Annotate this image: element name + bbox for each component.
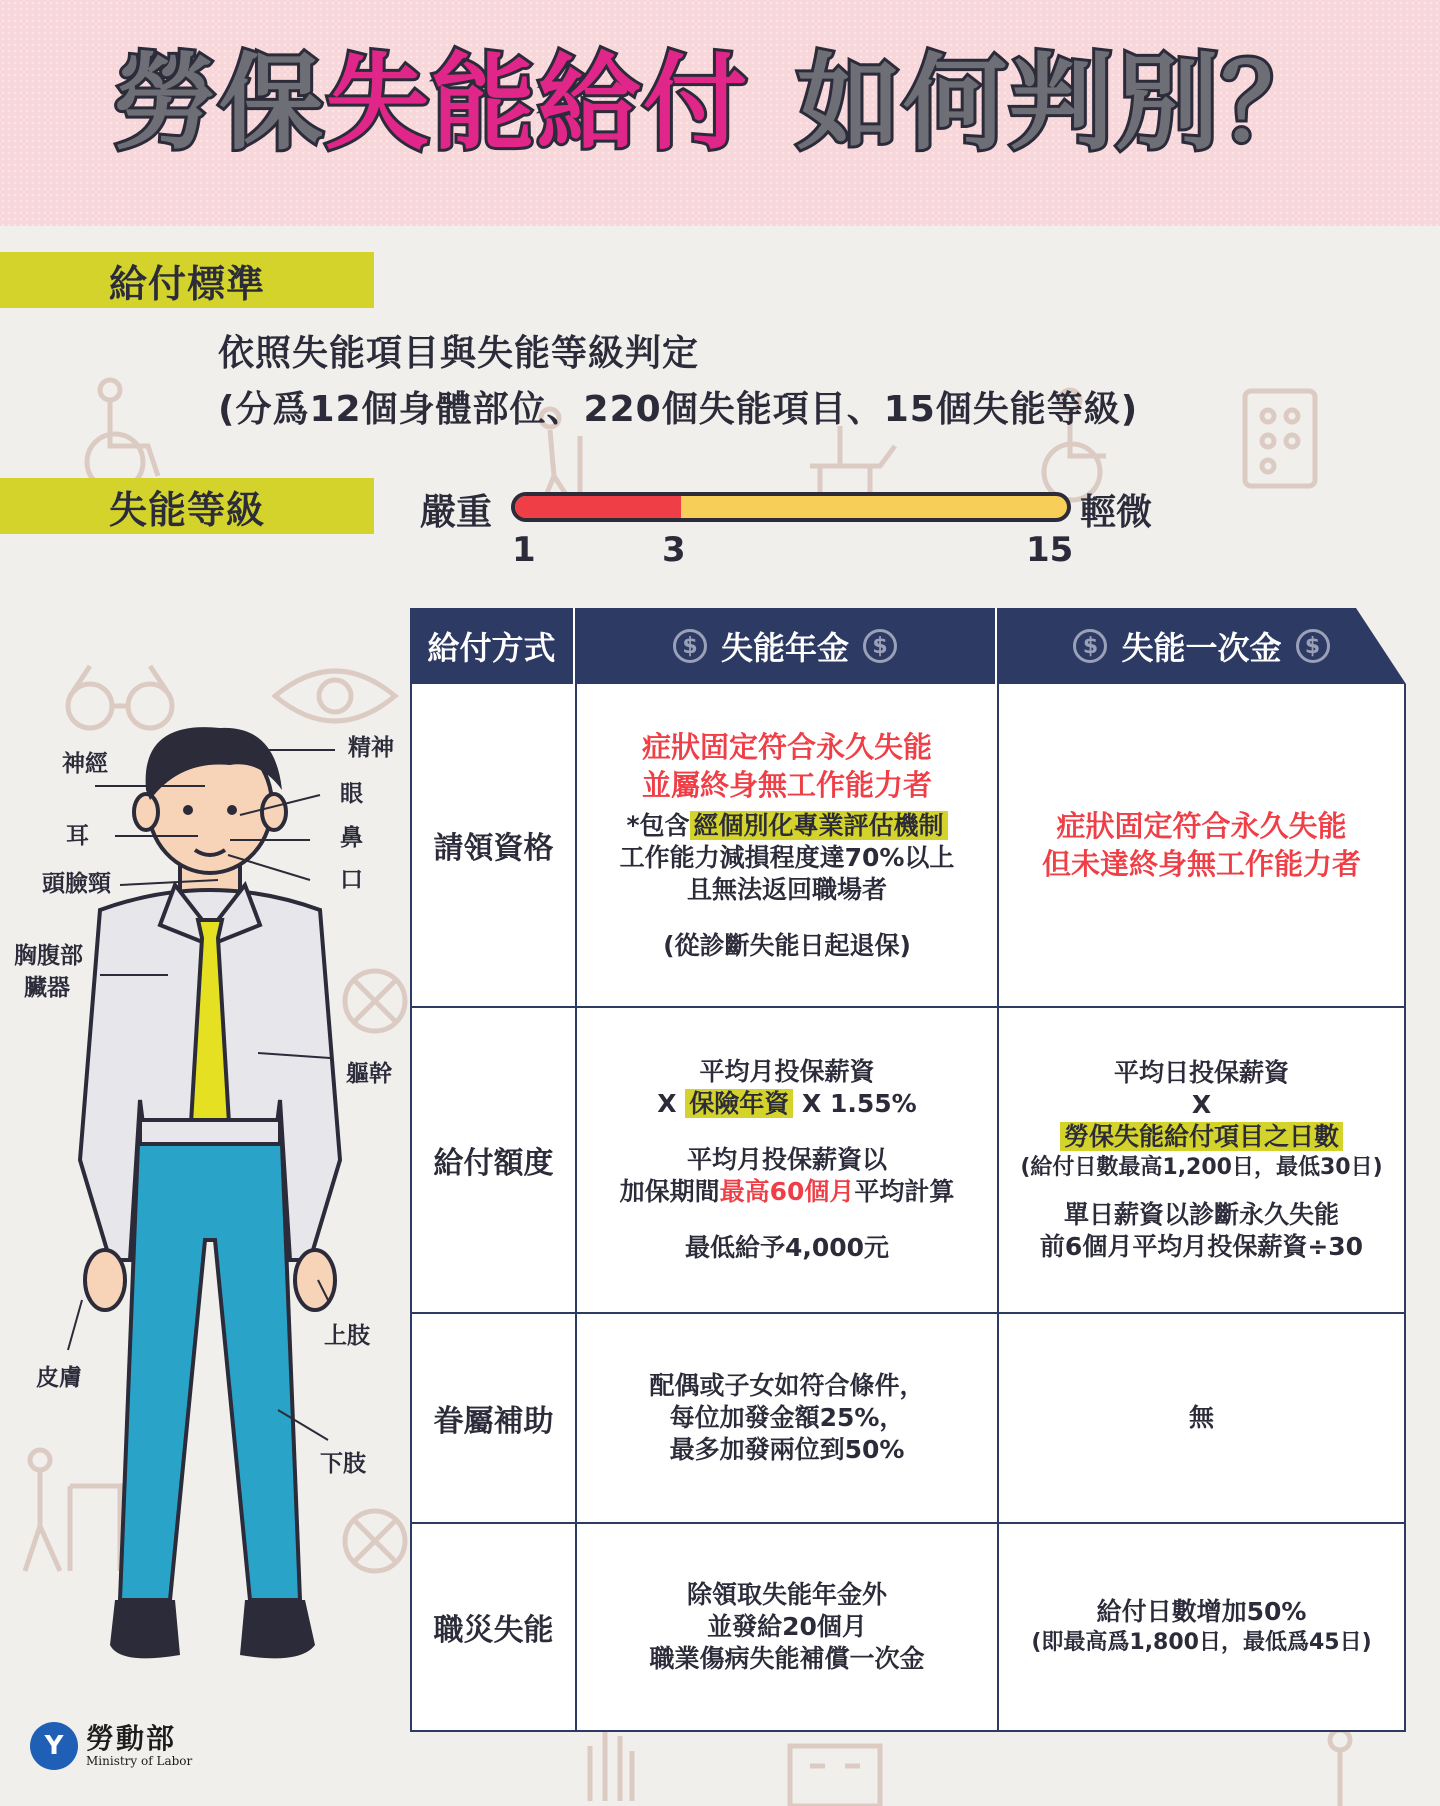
cell-eligibility-lump <box>999 684 1404 1006</box>
header-corner-cut <box>1356 608 1406 684</box>
standard-line2: (分爲12個身體部位、220個失能項目、15個失能等級) <box>218 389 1139 430</box>
amount-lump-note: (給付日數最高1,200日，最低30日) <box>1020 1155 1383 1180</box>
line4-prefix: 加保期間 <box>619 1177 720 1206</box>
page-title <box>0 38 1440 168</box>
braille-icon <box>1240 386 1330 496</box>
coin-icon: $ <box>673 629 707 663</box>
coin-icon: $ <box>1296 629 1330 663</box>
label-head-face-neck: 頭臉頸 <box>42 871 111 897</box>
title-part1: 勞保 <box>112 42 325 164</box>
label-nose: 鼻 <box>340 825 363 851</box>
occupational-line1: 除領取失能年金外 <box>686 1580 887 1609</box>
cell-dependents-lump <box>999 1314 1404 1522</box>
label-nerve: 神經 <box>62 751 108 777</box>
amount-annuity-line4 <box>620 1176 955 1208</box>
times-sign: X <box>657 1089 677 1118</box>
note-highlight: 經個別化專業評估機制 <box>690 811 948 840</box>
label-chest-abdomen: 胸腹部 <box>14 943 83 969</box>
level-tick-1: 1 <box>512 530 536 570</box>
eligibility-lump-red1: 症狀固定符合永久失能 <box>1056 809 1347 843</box>
logo-zh: 勞動部 <box>86 1722 177 1755</box>
amount-lump-line4: 單日薪資以診斷永久失能 <box>1063 1200 1339 1229</box>
eligibility-annuity-note1 <box>626 810 947 842</box>
label-skin: 皮膚 <box>36 1365 82 1391</box>
label-mouth: 口 <box>340 867 363 893</box>
amount-annuity-min: 最低給予4,000元 <box>684 1233 890 1262</box>
level-tick-15: 15 <box>1026 530 1074 570</box>
header-method: 給付方式 <box>410 608 575 684</box>
amount-annuity-highlight: 保險年資 <box>685 1089 793 1118</box>
occupational-line3: 職業傷病失能補償一次金 <box>649 1644 925 1673</box>
header-annuity-label: 失能年金 <box>720 629 849 667</box>
table-row-dependents <box>412 1312 1404 1522</box>
eligibility-lump-red2: 但未達終身無工作能力者 <box>1041 847 1361 881</box>
amount-lump-line5: 前6個月平均月投保薪資÷30 <box>1039 1232 1364 1261</box>
eligibility-annuity-note3: 且無法返回職場者 <box>686 875 887 904</box>
label-ear: 耳 <box>66 823 89 849</box>
header-lump-sum <box>997 608 1406 684</box>
table-row-eligibility <box>412 684 1404 1006</box>
man-illustration <box>60 720 360 1680</box>
standard-tag: 給付標準 <box>0 252 374 308</box>
label-eye: 眼 <box>340 781 363 807</box>
header-banner <box>0 0 1440 226</box>
dependents-line3: 最多加發兩位到50% <box>669 1435 905 1464</box>
ministry-logo-text <box>86 1724 192 1768</box>
row-label-occupational: 職災失能 <box>412 1524 577 1730</box>
eligibility-annuity-note2: 工作能力減損程度達70%以上 <box>619 843 955 872</box>
label-lower-limb: 下肢 <box>320 1451 366 1477</box>
amount-annuity-line3: 平均月投保薪資以 <box>686 1145 887 1174</box>
eligibility-annuity-note4: (從診斷失能日起退保) <box>663 931 911 960</box>
logo-en: Ministry of Labor <box>86 1754 193 1768</box>
dependents-line2: 每位加發金額25%， <box>669 1403 905 1432</box>
label-trunk: 軀幹 <box>346 1061 392 1087</box>
amount-annuity-line1: 平均月投保薪資 <box>699 1057 875 1086</box>
cell-eligibility-annuity <box>577 684 999 1006</box>
coin-icon: $ <box>1073 629 1107 663</box>
occupational-line2: 並發給20個月 <box>707 1612 867 1641</box>
amount-lump-highlight: 勞保失能給付項目之日數 <box>1060 1122 1343 1151</box>
cell-dependents-annuity <box>577 1314 999 1522</box>
cell-amount-lump <box>999 1008 1404 1312</box>
person-icon <box>1300 1726 1380 1806</box>
dependents-line1: 配偶或子女如符合條件， <box>649 1371 925 1400</box>
severity-bar-severe-segment <box>515 496 681 518</box>
standard-description <box>218 326 1138 438</box>
cell-amount-annuity <box>577 1008 999 1312</box>
benefit-table <box>410 608 1406 1732</box>
occupational-lump-line1: 給付日數增加50% <box>1096 1597 1307 1626</box>
row-label-eligibility: 請領資格 <box>412 684 577 1006</box>
table-row-occupational <box>412 1522 1404 1730</box>
coin-icon: $ <box>863 629 897 663</box>
level-tick-3: 3 <box>662 530 686 570</box>
eligibility-annuity-red2: 並屬終身無工作能力者 <box>641 768 932 802</box>
label-upper-limb: 上肢 <box>324 1323 370 1349</box>
severity-bar <box>511 492 1071 522</box>
ministry-emblem-icon: Y <box>30 1722 78 1770</box>
amount-lump-x: X <box>1191 1090 1212 1119</box>
table-row-amount <box>412 1006 1404 1312</box>
line4-suffix: 平均計算 <box>854 1177 955 1206</box>
cell-occupational-lump <box>999 1524 1404 1730</box>
line4-red: 最高60個月 <box>719 1177 855 1206</box>
title-part3: 如何判別？ <box>797 42 1328 164</box>
amount-annuity-line2 <box>657 1088 916 1120</box>
ministry-logo <box>30 1722 192 1770</box>
label-mental: 精神 <box>348 735 394 761</box>
title-part2: 失能給付 <box>324 42 749 164</box>
severe-label: 嚴重 <box>420 492 493 533</box>
dependents-lump: 無 <box>1188 1403 1214 1432</box>
occupational-lump-line2: (即最高爲1,800日，最低爲45日) <box>1031 1630 1372 1655</box>
header-annuity <box>575 608 997 684</box>
table-header <box>410 608 1406 684</box>
mild-label: 輕微 <box>1080 492 1153 533</box>
table-body <box>410 684 1406 1732</box>
level-tag: 失能等級 <box>0 478 374 534</box>
standard-line1: 依照失能項目與失能等級判定 <box>218 333 700 374</box>
row-label-dependents: 眷屬補助 <box>412 1314 577 1522</box>
row-label-amount: 給付額度 <box>412 1008 577 1312</box>
amount-lump-line1: 平均日投保薪資 <box>1113 1058 1289 1087</box>
note-prefix: *包含 <box>626 811 690 840</box>
eligibility-annuity-red1: 症狀固定符合永久失能 <box>641 730 932 764</box>
cell-occupational-annuity <box>577 1524 999 1730</box>
amount-annuity-rate: X 1.55% <box>802 1089 917 1118</box>
building-icon <box>780 1726 890 1806</box>
label-organs: 臟器 <box>24 975 70 1001</box>
header-lump-sum-label: 失能一次金 <box>1121 629 1282 667</box>
